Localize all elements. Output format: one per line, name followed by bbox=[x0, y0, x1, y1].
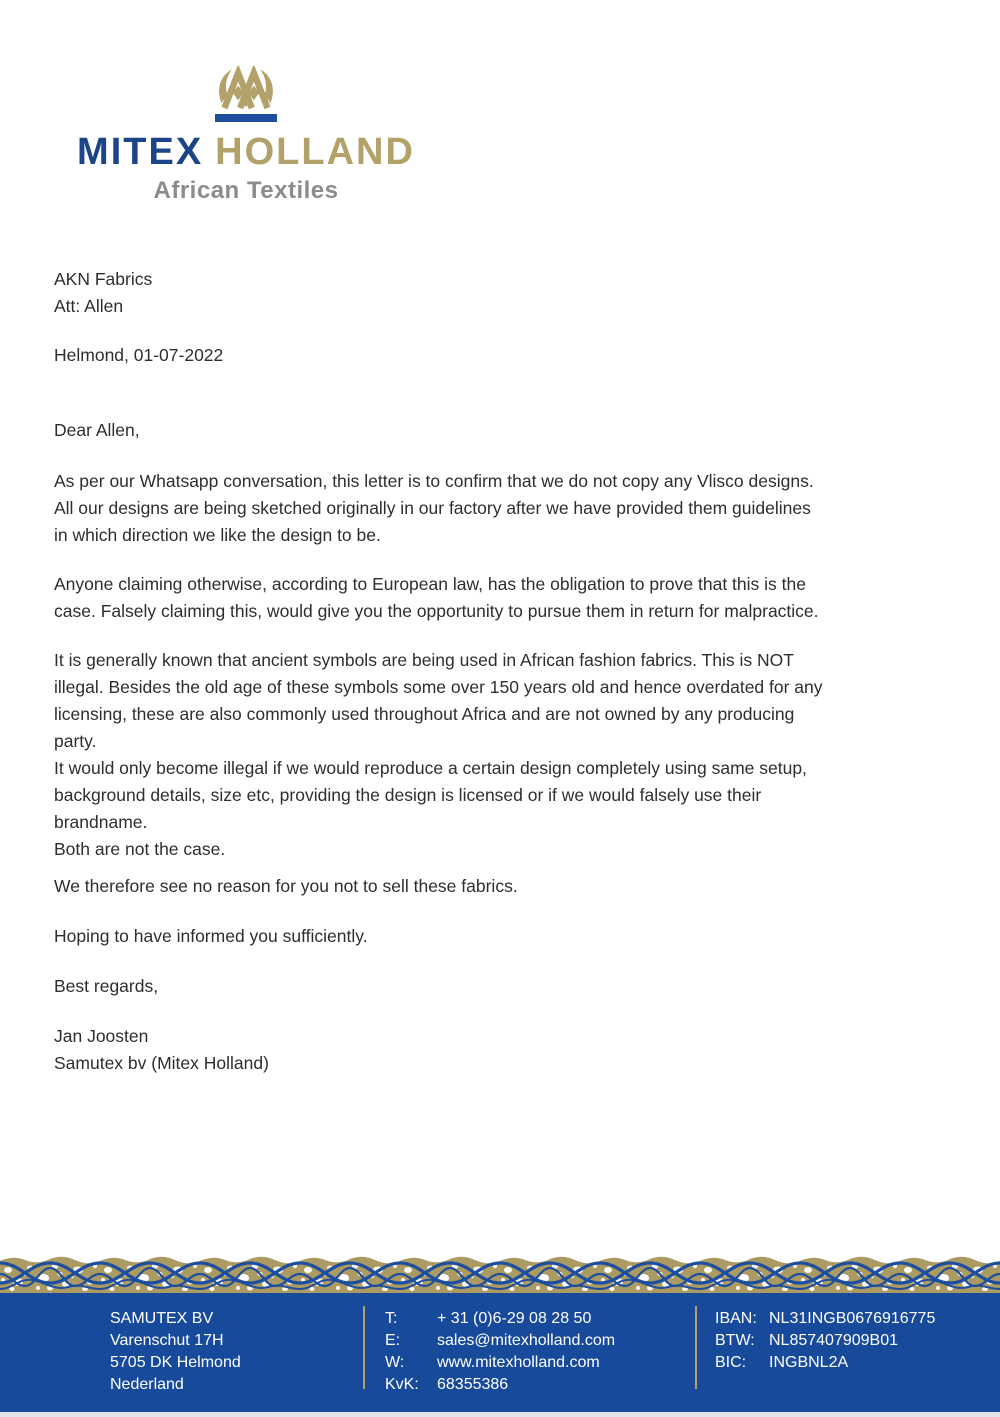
logo-bar bbox=[215, 114, 277, 122]
footer-row-label: BIC: bbox=[715, 1354, 747, 1371]
text-line: Jan Joosten bbox=[54, 1026, 149, 1046]
footer-divider-2 bbox=[695, 1306, 697, 1389]
footer-row bbox=[715, 1308, 935, 1330]
brand-tagline: African Textiles bbox=[153, 177, 339, 204]
footer-row-value: INGBNL2A bbox=[769, 1354, 849, 1371]
text-line: 5705 DK Helmond bbox=[110, 1354, 241, 1371]
brand-name-mitex: MITEX bbox=[77, 131, 204, 173]
dateline: Helmond, 01-07-2022 bbox=[54, 345, 224, 365]
footer-row bbox=[385, 1352, 615, 1374]
text-line: All our designs are being sketched originally in our factory after we have provided them guidelines bbox=[54, 498, 811, 518]
footer-contact-info bbox=[385, 1308, 615, 1396]
text-line: party. bbox=[54, 731, 97, 751]
paragraph-1 bbox=[54, 468, 916, 549]
footer-row-label: IBAN: bbox=[715, 1310, 757, 1327]
text-line: As per our Whatsapp conversation, this letter is to confirm that we do not copy any Vlisco designs. bbox=[54, 471, 814, 491]
page-bottom-strip bbox=[0, 1412, 1000, 1417]
text-line: We therefore see no reason for you not to sell these fabrics. bbox=[54, 876, 518, 896]
footer-row-label: KvK: bbox=[385, 1376, 419, 1393]
footer-row-value: 68355386 bbox=[437, 1376, 509, 1393]
text-line: AKN Fabrics bbox=[54, 269, 153, 289]
footer-bank-info bbox=[715, 1308, 935, 1374]
text-line: Att: Allen bbox=[54, 296, 124, 316]
fabric-pattern-band bbox=[0, 1255, 1000, 1293]
text-line: Nederland bbox=[110, 1376, 184, 1393]
footer-row bbox=[715, 1352, 935, 1374]
text-line: brandname. bbox=[54, 812, 148, 832]
text-line: Hoping to have informed you sufficiently. bbox=[54, 926, 368, 946]
footer-row bbox=[385, 1330, 615, 1352]
footer-row-label: E: bbox=[385, 1332, 401, 1349]
footer-row-label: W: bbox=[385, 1354, 405, 1371]
footer-row-value: NL857407909B01 bbox=[769, 1332, 899, 1349]
text-line: Samutex bv (Mitex Holland) bbox=[54, 1053, 269, 1073]
footer-row-value: NL31INGB0676916775 bbox=[769, 1310, 936, 1327]
brand-name bbox=[60, 131, 432, 174]
footer-row-value: + 31 (0)6-29 08 28 50 bbox=[437, 1310, 592, 1327]
closing bbox=[54, 973, 916, 1000]
paragraph-3 bbox=[54, 647, 916, 863]
footer-row bbox=[385, 1308, 615, 1330]
text-line: SAMUTEX BV bbox=[110, 1310, 214, 1327]
footer-row-value: www.mitexholland.com bbox=[437, 1354, 600, 1371]
text-line: illegal. Besides the old age of these symbols some over 150 years old and hence overdated for any bbox=[54, 677, 823, 697]
recipient-block bbox=[54, 266, 916, 320]
crown-icon bbox=[214, 66, 278, 111]
letter-body bbox=[54, 266, 916, 1077]
text-line: Varenschut 17H bbox=[110, 1332, 224, 1349]
text-line: Both are not the case. bbox=[54, 839, 226, 859]
footer-divider-1 bbox=[363, 1306, 365, 1389]
footer-row bbox=[385, 1374, 615, 1396]
salutation: Dear Allen, bbox=[54, 420, 140, 440]
footer bbox=[0, 1293, 1000, 1412]
footer-company-address bbox=[110, 1308, 241, 1396]
text-line: background details, size etc, providing the design is licensed or if we would falsely use their bbox=[54, 785, 762, 805]
text-line: Anyone claiming otherwise, according to European law, has the obligation to prove that this is the bbox=[54, 574, 806, 594]
text-line: It would only become illegal if we would reproduce a certain design completely using same setup, bbox=[54, 758, 807, 778]
footer-row-value: sales@mitexholland.com bbox=[437, 1332, 616, 1349]
text-line: licensing, these are also commonly used throughout Africa and are not owned by any producing bbox=[54, 704, 795, 724]
brand-name-holland: HOLLAND bbox=[215, 131, 415, 173]
footer-row-label: T: bbox=[385, 1310, 398, 1327]
paragraph-4 bbox=[54, 873, 916, 900]
footer-row bbox=[715, 1330, 935, 1352]
text-line: in which direction we like the design to be. bbox=[54, 525, 381, 545]
footer-row-label: BTW: bbox=[715, 1332, 755, 1349]
company-logo bbox=[60, 66, 432, 205]
text-line: Best regards, bbox=[54, 976, 159, 996]
text-line: case. Falsely claiming this, would give you the opportunity to pursue them in return for malpractice. bbox=[54, 601, 819, 621]
text-line: It is generally known that ancient symbols are being used in African fashion fabrics. This is NOT bbox=[54, 650, 794, 670]
paragraph-5 bbox=[54, 923, 916, 950]
paragraph-2 bbox=[54, 571, 916, 625]
signature-block bbox=[54, 1023, 916, 1077]
